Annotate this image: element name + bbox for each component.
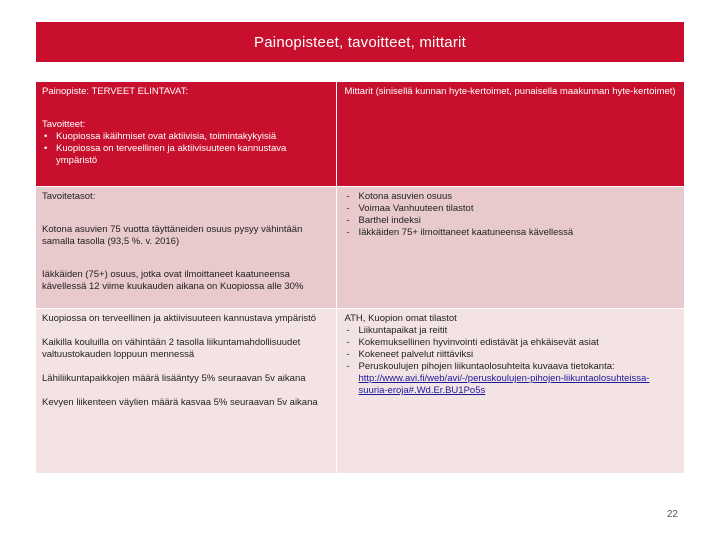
target-levels-row	[36, 187, 684, 309]
environment-metrics-cell	[336, 309, 684, 474]
metric-item: - Iäkkäiden 75+ ilmoittaneet kaatuneensa kävellessä	[345, 227, 678, 239]
environment-row	[36, 309, 684, 474]
focus-area-title: Painopiste: TERVEET ELINTAVAT:	[42, 86, 189, 97]
goal-item: • Kuopiossa on terveellinen ja aktiivisuuteen kannustava ympäristö	[42, 143, 330, 167]
slide-title-text: Painopisteet, tavoitteet, mittarit	[254, 33, 466, 51]
target-metrics-cell	[336, 187, 684, 309]
metric-item: - Kotona asuvien osuus	[345, 191, 678, 203]
goals-list	[42, 131, 330, 167]
metrics-header: Mittarit (sinisellä kunnan hyte-kertoimet, punaisella maakunnan hyte-kertoimet)	[344, 86, 676, 97]
target-levels-cell	[36, 187, 336, 309]
environment-target: Kaikilla kouluilla on vähintään 2 tasolla liikuntamahdollisuudet valtuustokauden loppuun mennessä	[42, 337, 301, 360]
target-level-text: Kotona asuvien 75 vuotta täyttäneiden osuus pysyy vähintään samalla tasolla (93,5 %. v. 2016)	[42, 224, 303, 247]
environment-cell	[36, 309, 336, 474]
metric-item: - Peruskoulujen pihojen liikuntaolosuhteita kuvaava tietokanta:	[345, 361, 678, 373]
environment-goal: Kuopiossa on terveellinen ja aktiivisuuteen kannustava ympäristö	[42, 313, 317, 324]
environment-target: Kevyen liikenteen väylien määrä kasvaa 5% seuraavan 5v aikana	[42, 397, 318, 408]
header-left-cell	[36, 82, 336, 187]
database-link[interactable]: http://www.avi.fi/web/avi/-/peruskoulujen-pihojen-liikuntaolosuhteissa-suuria-eroja#.Wd.Er.BU1Po5s	[358, 373, 650, 396]
metrics-list	[345, 191, 678, 239]
metric-item: - Kokemuksellinen hyvinvointi edistävät ja ehkäisevät asiat	[345, 337, 678, 349]
environment-target: Lähiliikuntapaikkojen määrä lisääntyy 5% seuraavan 5v aikana	[42, 373, 306, 384]
header-row	[36, 82, 684, 187]
metric-item: - Barthel indeksi	[345, 215, 678, 227]
metric-item: - Voimaa Vanhuuteen tilastot	[345, 203, 678, 215]
target-level-text: Iäkkäiden (75+) osuus, jotka ovat ilmoittaneet kaatuneensa kävellessä 12 viime kuukauden aikana on Kuopiossa alle 30%	[42, 269, 304, 292]
metrics-list	[345, 325, 678, 373]
slide-title	[36, 22, 684, 62]
content-table	[36, 82, 685, 474]
target-levels-label: Tavoitetasot:	[42, 191, 96, 202]
metric-item: - Liikuntapaikat ja reitit	[345, 325, 678, 337]
environment-metrics-title: ATH, Kuopion omat tilastot	[344, 313, 457, 324]
page-number: 22	[666, 509, 678, 520]
goal-item: • Kuopiossa ikäihmiset ovat aktiivisia, toimintakykyisiä	[42, 131, 330, 143]
header-right-cell	[336, 82, 684, 187]
metric-item: - Kokeneet palvelut riittäviksi	[345, 349, 678, 361]
goals-label: Tavoitteet:	[42, 119, 86, 130]
